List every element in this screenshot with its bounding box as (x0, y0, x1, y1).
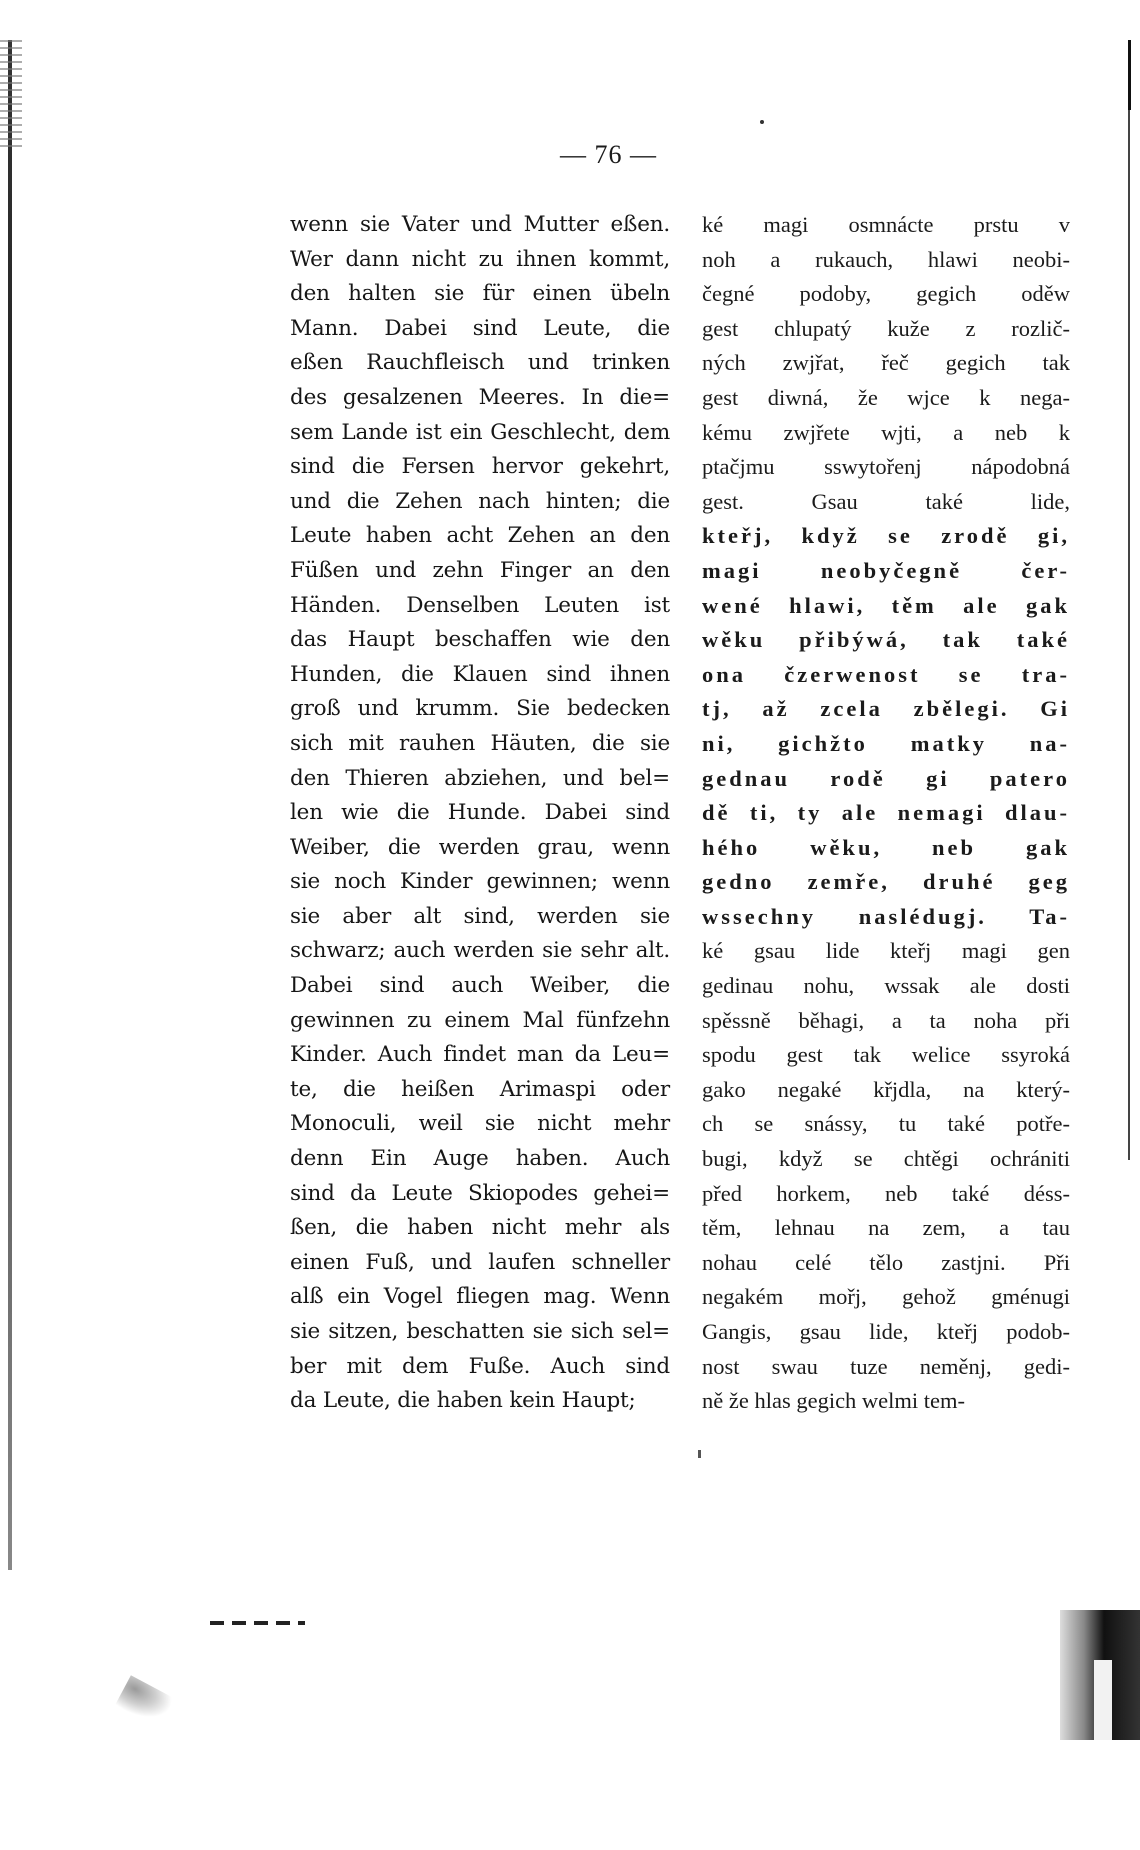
text-line: magi neobyčegně čer- (702, 557, 1070, 583)
text-line: kteřj, když se zrodě gi, (702, 523, 1070, 549)
text-line: sie noch Kinder gewinnen; wenn (290, 869, 670, 895)
text-line: alß ein Vogel fliegen mag. Wenn (290, 1284, 670, 1310)
text-line: gako negaké křjdla, na který- (702, 1076, 1070, 1102)
text-line: ké gsau lide kteřj magi gen (702, 938, 1070, 964)
text-line: kému zwjřete wjti, a neb k (702, 419, 1070, 445)
text-line: Kinder. Auch findet man da Leu= (290, 1042, 670, 1068)
scan-edge-left (8, 40, 12, 1570)
text-line: gednau rodě gi patero (702, 765, 1070, 791)
text-line: den Thieren abziehen, und bel= (290, 765, 670, 791)
text-line: gewinnen zu einem Mal fünfzehn (290, 1007, 670, 1033)
text-line: před horkem, neb také déss- (702, 1180, 1070, 1206)
text-line: das Haupt beschaffen wie den (290, 627, 670, 653)
text-line: Mann. Dabei sind Leute, die (290, 315, 670, 341)
text-line: wssechny naslédugj. Ta- (702, 903, 1070, 929)
text-line: spěssně běhagi, a ta noha při (702, 1007, 1070, 1033)
text-line: gedinau nohu, wssak ale dosti (702, 973, 1070, 999)
text-line: ona čzerwenost se tra- (702, 661, 1070, 687)
scan-corner-gap (1094, 1660, 1112, 1740)
text-line: groß und krumm. Sie bedecken (290, 696, 670, 722)
text-line: sind die Fersen hervor gekehrt, (290, 454, 670, 480)
text-line: sind da Leute Skiopodes gehei= (290, 1180, 670, 1206)
text-line: gest diwná, že wjce k nega- (702, 384, 1070, 410)
text-line: ßen, die haben nicht mehr als (290, 1215, 670, 1241)
text-line: ké magi osmnácte prstu v (702, 212, 1070, 237)
text-line: ných zwjřat, řeč gegich tak (702, 350, 1070, 376)
text-line: wenn sie Vater und Mutter eßen. (290, 212, 670, 237)
text-line: wěku přibýwá, tak také (702, 627, 1070, 653)
scan-dot (760, 120, 764, 124)
text-line: te, die heißen Arimaspi oder (290, 1076, 670, 1102)
text-line: bugi, když se chtěgi ochrániti (702, 1146, 1070, 1172)
scan-mark (698, 1450, 701, 1458)
text-line: gest chlupatý kuže z rozlič- (702, 315, 1070, 341)
text-line: wené hlawi, těm ale gak (702, 592, 1070, 618)
text-line: denn Ein Auge haben. Auch (290, 1146, 670, 1172)
text-line: gest. Gsau také lide, (702, 488, 1070, 514)
text-line: spodu gest tak welice ssyroká (702, 1042, 1070, 1068)
text-line: sich mit rauhen Häuten, die sie (290, 730, 670, 756)
scan-edge-speckle (0, 40, 22, 150)
text-line: sem Lande ist ein Geschlecht, dem (290, 419, 670, 445)
text-line: dě ti, ty ale nemagi dlau- (702, 800, 1070, 826)
text-line: nohau celé tělo zastjni. Při (702, 1249, 1070, 1275)
scan-dash-mark (210, 1621, 305, 1625)
scan-smudge (115, 1675, 175, 1728)
text-line: sie sitzen, beschatten sie sich sel= (290, 1319, 670, 1344)
text-line: Leute haben acht Zehen an den (290, 523, 670, 549)
text-line: ně že hlas gegich welmi tem- (702, 1388, 966, 1414)
text-line: Wer dann nicht zu ihnen kommt, (290, 246, 670, 272)
text-line: ptačjmu sswytořenj nápodobná (702, 454, 1070, 480)
text-line: sie aber alt sind, werden sie (290, 903, 670, 929)
text-line: nost swau tuze neměnj, gedi- (702, 1353, 1070, 1379)
text-line: Gangis, gsau lide, kteřj podob- (702, 1319, 1070, 1344)
german-text-column (290, 208, 670, 1419)
czech-text-column (702, 208, 1070, 1419)
text-line: einen Fuß, und laufen schneller (290, 1249, 670, 1275)
text-line: noh a rukauch, hlawi neobi- (702, 246, 1070, 272)
text-line: len wie die Hunde. Dabei sind (290, 800, 670, 826)
text-line: ch se snássy, tu také potře- (702, 1111, 1070, 1137)
scan-edge-right (1128, 40, 1131, 110)
text-line: těm, lehnau na zem, a tau (702, 1215, 1070, 1241)
text-line: tj, až zcela zbělegi. Gi (702, 696, 1070, 722)
text-line: Hunden, die Klauen sind ihnen (290, 661, 670, 687)
text-line: und die Zehen nach hinten; die (290, 488, 670, 514)
text-line: eßen Rauchfleisch und trinken (290, 350, 670, 376)
text-line: Füßen und zehn Finger an den (290, 557, 670, 583)
page-number: — 76 — (560, 140, 657, 169)
text-line: schwarz; auch werden sie sehr alt. (290, 938, 670, 964)
text-line: Monoculi, weil sie nicht mehr (290, 1111, 670, 1137)
text-line: negakém mořj, gehož gménugi (702, 1284, 1070, 1310)
text-line: Dabei sind auch Weiber, die (290, 973, 670, 999)
text-line: ber mit dem Fuße. Auch sind (290, 1353, 670, 1379)
text-line: Weiber, die werden grau, wenn (290, 834, 670, 860)
scan-edge-right-line (1128, 110, 1130, 1160)
text-line: Händen. Denselben Leuten ist (290, 592, 670, 618)
text-line: des gesalzenen Meeres. In die= (290, 384, 670, 410)
text-line: da Leute, die haben kein Haupt; (290, 1388, 636, 1414)
text-line: čegné podoby, gegich oděw (702, 281, 1070, 307)
text-line: hého wěku, neb gak (702, 834, 1070, 860)
text-line: ni, gichžto matky na- (702, 730, 1070, 756)
text-line: gedno zemře, druhé geg (702, 869, 1070, 895)
text-line: den halten sie für einen übeln (290, 281, 670, 307)
